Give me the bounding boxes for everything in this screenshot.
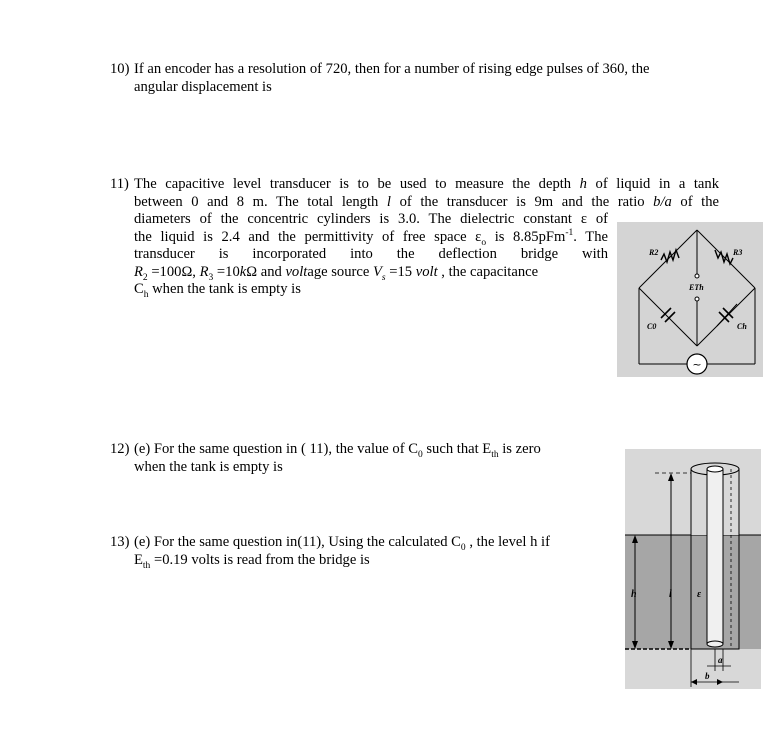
eth-terminal-top bbox=[695, 274, 699, 278]
question-text-line: diameters of the concentric cylinders is 3.0. The dielectric constant ε of bbox=[134, 211, 608, 227]
question-text-line: $E_{th} =0.19$ volts is read from the bridge is bbox=[134, 551, 370, 571]
question-text-line: transducer is incorporated into the deflection bridge with bbox=[134, 246, 608, 262]
question-number: 11) bbox=[110, 176, 129, 192]
inner-cylinder bbox=[707, 469, 723, 644]
label-h: h bbox=[631, 589, 637, 600]
question-number: 13) bbox=[110, 534, 130, 550]
question-text-line: If an encoder has a resolution of 720, then for a number of rising edge pulses of 360, the bbox=[134, 61, 650, 77]
liquid-region bbox=[625, 535, 761, 649]
label-l: l bbox=[669, 589, 672, 600]
question-text-line: The capacitive level transducer is to be used to measure the depth h of liquid in a tank bbox=[134, 176, 719, 192]
label-ch: Ch bbox=[737, 322, 747, 331]
label-b: b bbox=[705, 671, 710, 681]
question-text-line: angular displacement is bbox=[134, 78, 272, 95]
inner-cylinder-bottom bbox=[707, 641, 723, 647]
label-eth: ETh bbox=[689, 283, 704, 292]
label-r3: R3 bbox=[733, 248, 743, 257]
question-text-line: $C_h$ when the tank is empty is bbox=[134, 281, 301, 300]
ac-source-symbol: ~ bbox=[692, 358, 702, 371]
question-number: 10) bbox=[110, 61, 130, 77]
eth-terminal-bottom bbox=[695, 297, 699, 301]
label-c0: C0 bbox=[647, 322, 657, 331]
question-text-line: the liquid is 2.4 and the permittivity of free space $\varepsilon_o$ is 8.85pFm$^{-1}$. The bbox=[134, 227, 608, 248]
question-text-line: when the tank is empty is bbox=[134, 458, 283, 475]
question-number: 12) bbox=[110, 441, 130, 457]
question-text-line: (e) For the same question in ( 11), the value of $C_0$ such that $E_{th}$ is zero bbox=[134, 441, 541, 460]
deflection-bridge-diagram bbox=[617, 222, 763, 377]
question-text-line: $R_2 =100\Omega$, $R_3 =10k\Omega$ and voltage source $V_s =15$ volt , the capacitance bbox=[134, 263, 539, 283]
inner-cylinder-top bbox=[707, 466, 723, 472]
capacitive-level-transducer-diagram bbox=[625, 449, 761, 689]
label-r2: R2 bbox=[649, 248, 659, 257]
question-text-line: (e) For the same question in(11), Using the calculated $C_0$ , the level h if bbox=[134, 534, 550, 553]
label-a: a bbox=[718, 655, 723, 665]
question-text-line: between 0 and 8 m. The total length l of the transducer is 9m and the ratio b/a of the bbox=[134, 193, 720, 210]
label-epsilon: ε bbox=[697, 589, 702, 600]
